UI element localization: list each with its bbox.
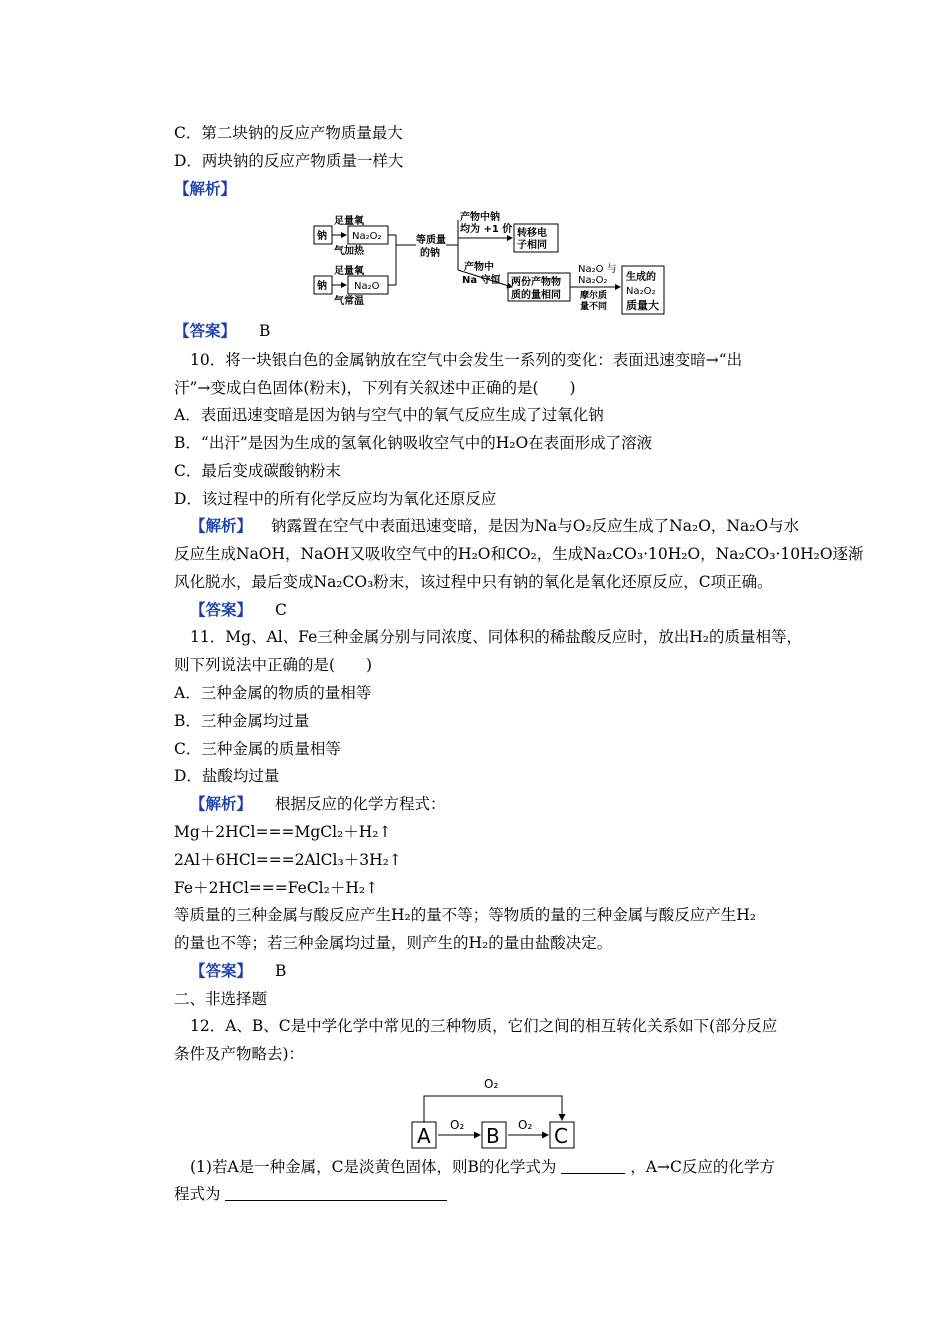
dg-cond2a: 足量氧 bbox=[334, 266, 364, 277]
q10-stem-1: 10．将一块银白色的金属钠放在空气中会发生一系列的变化：表面迅速变暗→“出 bbox=[190, 351, 743, 369]
q12-sub1-text-a: (1)若A是一种金属，C是淡黄色固体，则B的化学式为 bbox=[190, 1158, 557, 1176]
dg-mid1: 等质量 bbox=[416, 235, 446, 246]
q12-sub1-text-c: 程式为 bbox=[174, 1185, 221, 1203]
q12-sub1-row-2 bbox=[174, 1184, 447, 1204]
q9-answer-tag: 【答案】 bbox=[174, 322, 237, 340]
node-b: B bbox=[486, 1124, 500, 1148]
node-c: C bbox=[554, 1124, 568, 1148]
q10-option-d: D．该过程中的所有化学反应均为氧化还原反应 bbox=[174, 490, 497, 508]
q11-answer: B bbox=[274, 962, 287, 980]
q10-stem-2: 汗”→变成白色固体(粉末)，下列有关叙述中正确的是( ) bbox=[174, 379, 576, 397]
q9-answer: B bbox=[258, 322, 271, 340]
node-a: A bbox=[417, 1124, 431, 1148]
q11-option-b: B．三种金属均过量 bbox=[174, 712, 310, 730]
q9-option-c: C．第二块钠的反应产物质量最大 bbox=[174, 124, 403, 142]
dg-cmp4: 量不同 bbox=[580, 302, 608, 312]
dg-box-dn1: 两份产物物 bbox=[511, 277, 561, 288]
dg-cond2b: 气常温 bbox=[334, 296, 364, 307]
dg-res2: Na₂O₂ bbox=[626, 286, 656, 297]
dg-cond1b: 气加热 bbox=[334, 246, 364, 257]
dg-na1: 钠 bbox=[317, 231, 327, 242]
dg-up2: 均为 +1 价 bbox=[460, 224, 513, 235]
q11-equation-3: Fe＋2HCl===FeCl₂＋H₂↑ bbox=[174, 879, 379, 897]
q12-sub1-row bbox=[190, 1157, 775, 1177]
dg-up1: 产物中钠 bbox=[460, 212, 500, 223]
dg-box-up2: 子相同 bbox=[517, 240, 547, 251]
q10-analysis-tag: 【解析】 bbox=[190, 517, 253, 535]
q12-sub1-text-b: ，A→C反应的化学方 bbox=[630, 1158, 775, 1176]
q11-equation-1: Mg＋2HCl===MgCl₂＋H₂↑ bbox=[174, 823, 392, 841]
q11-analysis-intro: 根据反应的化学方程式： bbox=[274, 795, 446, 813]
dg-prod1: Na₂O₂ bbox=[352, 231, 382, 242]
q9-option-d: D．两块钠的反应产物质量一样大 bbox=[174, 152, 404, 170]
dg-down2: Na 守恒 bbox=[462, 275, 501, 286]
dg-cmp1: Na₂O 与 bbox=[578, 264, 617, 275]
q12-stem-2: 条件及产物略去)： bbox=[174, 1045, 305, 1063]
q11-answer-tag: 【答案】 bbox=[190, 962, 253, 980]
dg-res1: 生成的 bbox=[626, 272, 656, 283]
label-o2-bc: O₂ bbox=[518, 1118, 533, 1132]
section-heading: 二、非选择题 bbox=[174, 990, 268, 1008]
q11-equation-2: 2Al＋6HCl===2AlCl₃＋3H₂↑ bbox=[174, 851, 402, 869]
q10-analysis-2: 反应生成NaOH，NaOH又吸收空气中的H₂O和CO₂，生成Na₂CO₃·10H₂O，Na₂CO₃·10H₂O逐渐 bbox=[174, 545, 864, 563]
q11-option-c: C．三种金属的质量相等 bbox=[174, 740, 341, 758]
dg-down1: 产物中 bbox=[464, 262, 494, 273]
q10-answer-tag: 【答案】 bbox=[190, 601, 253, 619]
dg-prod2: Na₂O bbox=[354, 281, 380, 292]
dg-cmp3: 摩尔质 bbox=[580, 291, 608, 301]
q9-analysis-tag: 【解析】 bbox=[174, 180, 237, 198]
q11-answer-row bbox=[190, 961, 286, 981]
q10-option-c: C．最后变成碳酸钠粉末 bbox=[174, 462, 341, 480]
dg-mid2: 的钠 bbox=[420, 248, 440, 259]
dg-cond1a: 足量氧 bbox=[334, 216, 364, 227]
q9-analysis-diagram bbox=[312, 210, 672, 320]
q10-option-b: B．“出汗”是因为生成的氢氧化钠吸收空气中的H₂O在表面形成了溶液 bbox=[174, 434, 653, 452]
q11-analysis-tag: 【解析】 bbox=[190, 795, 253, 813]
q12-blank-b-formula[interactable] bbox=[561, 1159, 625, 1174]
dg-box-up1: 转移电 bbox=[517, 228, 547, 239]
q12-stem-1: 12．A、B、C是中学化学中常见的三种物质，它们之间的相互转化关系如下(部分反应 bbox=[190, 1017, 778, 1035]
q11-option-d: D．盐酸均过量 bbox=[174, 767, 280, 785]
label-o2-ab: O₂ bbox=[450, 1118, 465, 1132]
q12-blank-equation[interactable] bbox=[225, 1186, 447, 1201]
q10-analysis-row bbox=[190, 516, 799, 536]
dg-box-dn2: 质的量相同 bbox=[511, 290, 561, 301]
q10-analysis-1: 钠露置在空气中表面迅速变暗，是因为Na与O₂反应生成了Na₂O，Na₂O与水 bbox=[270, 517, 800, 535]
q10-option-a: A．表面迅速变暗是因为钠与空气中的氧气反应生成了过氧化钠 bbox=[174, 406, 604, 424]
dg-cmp2: Na₂O₂ bbox=[578, 275, 608, 286]
q11-stem-1: 11．Mg、Al、Fe三种金属分别与同浓度、同体积的稀盐酸反应时，放出H₂的质量相等， bbox=[190, 628, 802, 646]
q11-stem-2: 则下列说法中正确的是( ) bbox=[174, 656, 373, 674]
dg-na2: 钠 bbox=[317, 281, 327, 292]
q10-analysis-3: 风化脱水，最后变成Na₂CO₃粉末，该过程中只有钠的氧化是氧化还原反应，C项正确。 bbox=[174, 573, 773, 591]
q12-conversion-diagram bbox=[408, 1068, 580, 1152]
q9-answer-row bbox=[174, 321, 270, 341]
dg-res3: 质量大 bbox=[626, 299, 659, 312]
label-o2-top: O₂ bbox=[484, 1077, 499, 1091]
q11-analysis-row bbox=[190, 794, 445, 814]
q11-analysis-2: 等质量的三种金属与酸反应产生H₂的量不等；等物质的量的三种金属与酸反应产生H₂ bbox=[174, 906, 756, 924]
q11-analysis-3: 的量也不等；若三种金属均过量，则产生的H₂的量由盐酸决定。 bbox=[174, 934, 613, 952]
q11-option-a: A．三种金属的物质的量相等 bbox=[174, 684, 372, 702]
q10-answer: C bbox=[274, 601, 287, 619]
q10-answer-row bbox=[190, 600, 287, 620]
